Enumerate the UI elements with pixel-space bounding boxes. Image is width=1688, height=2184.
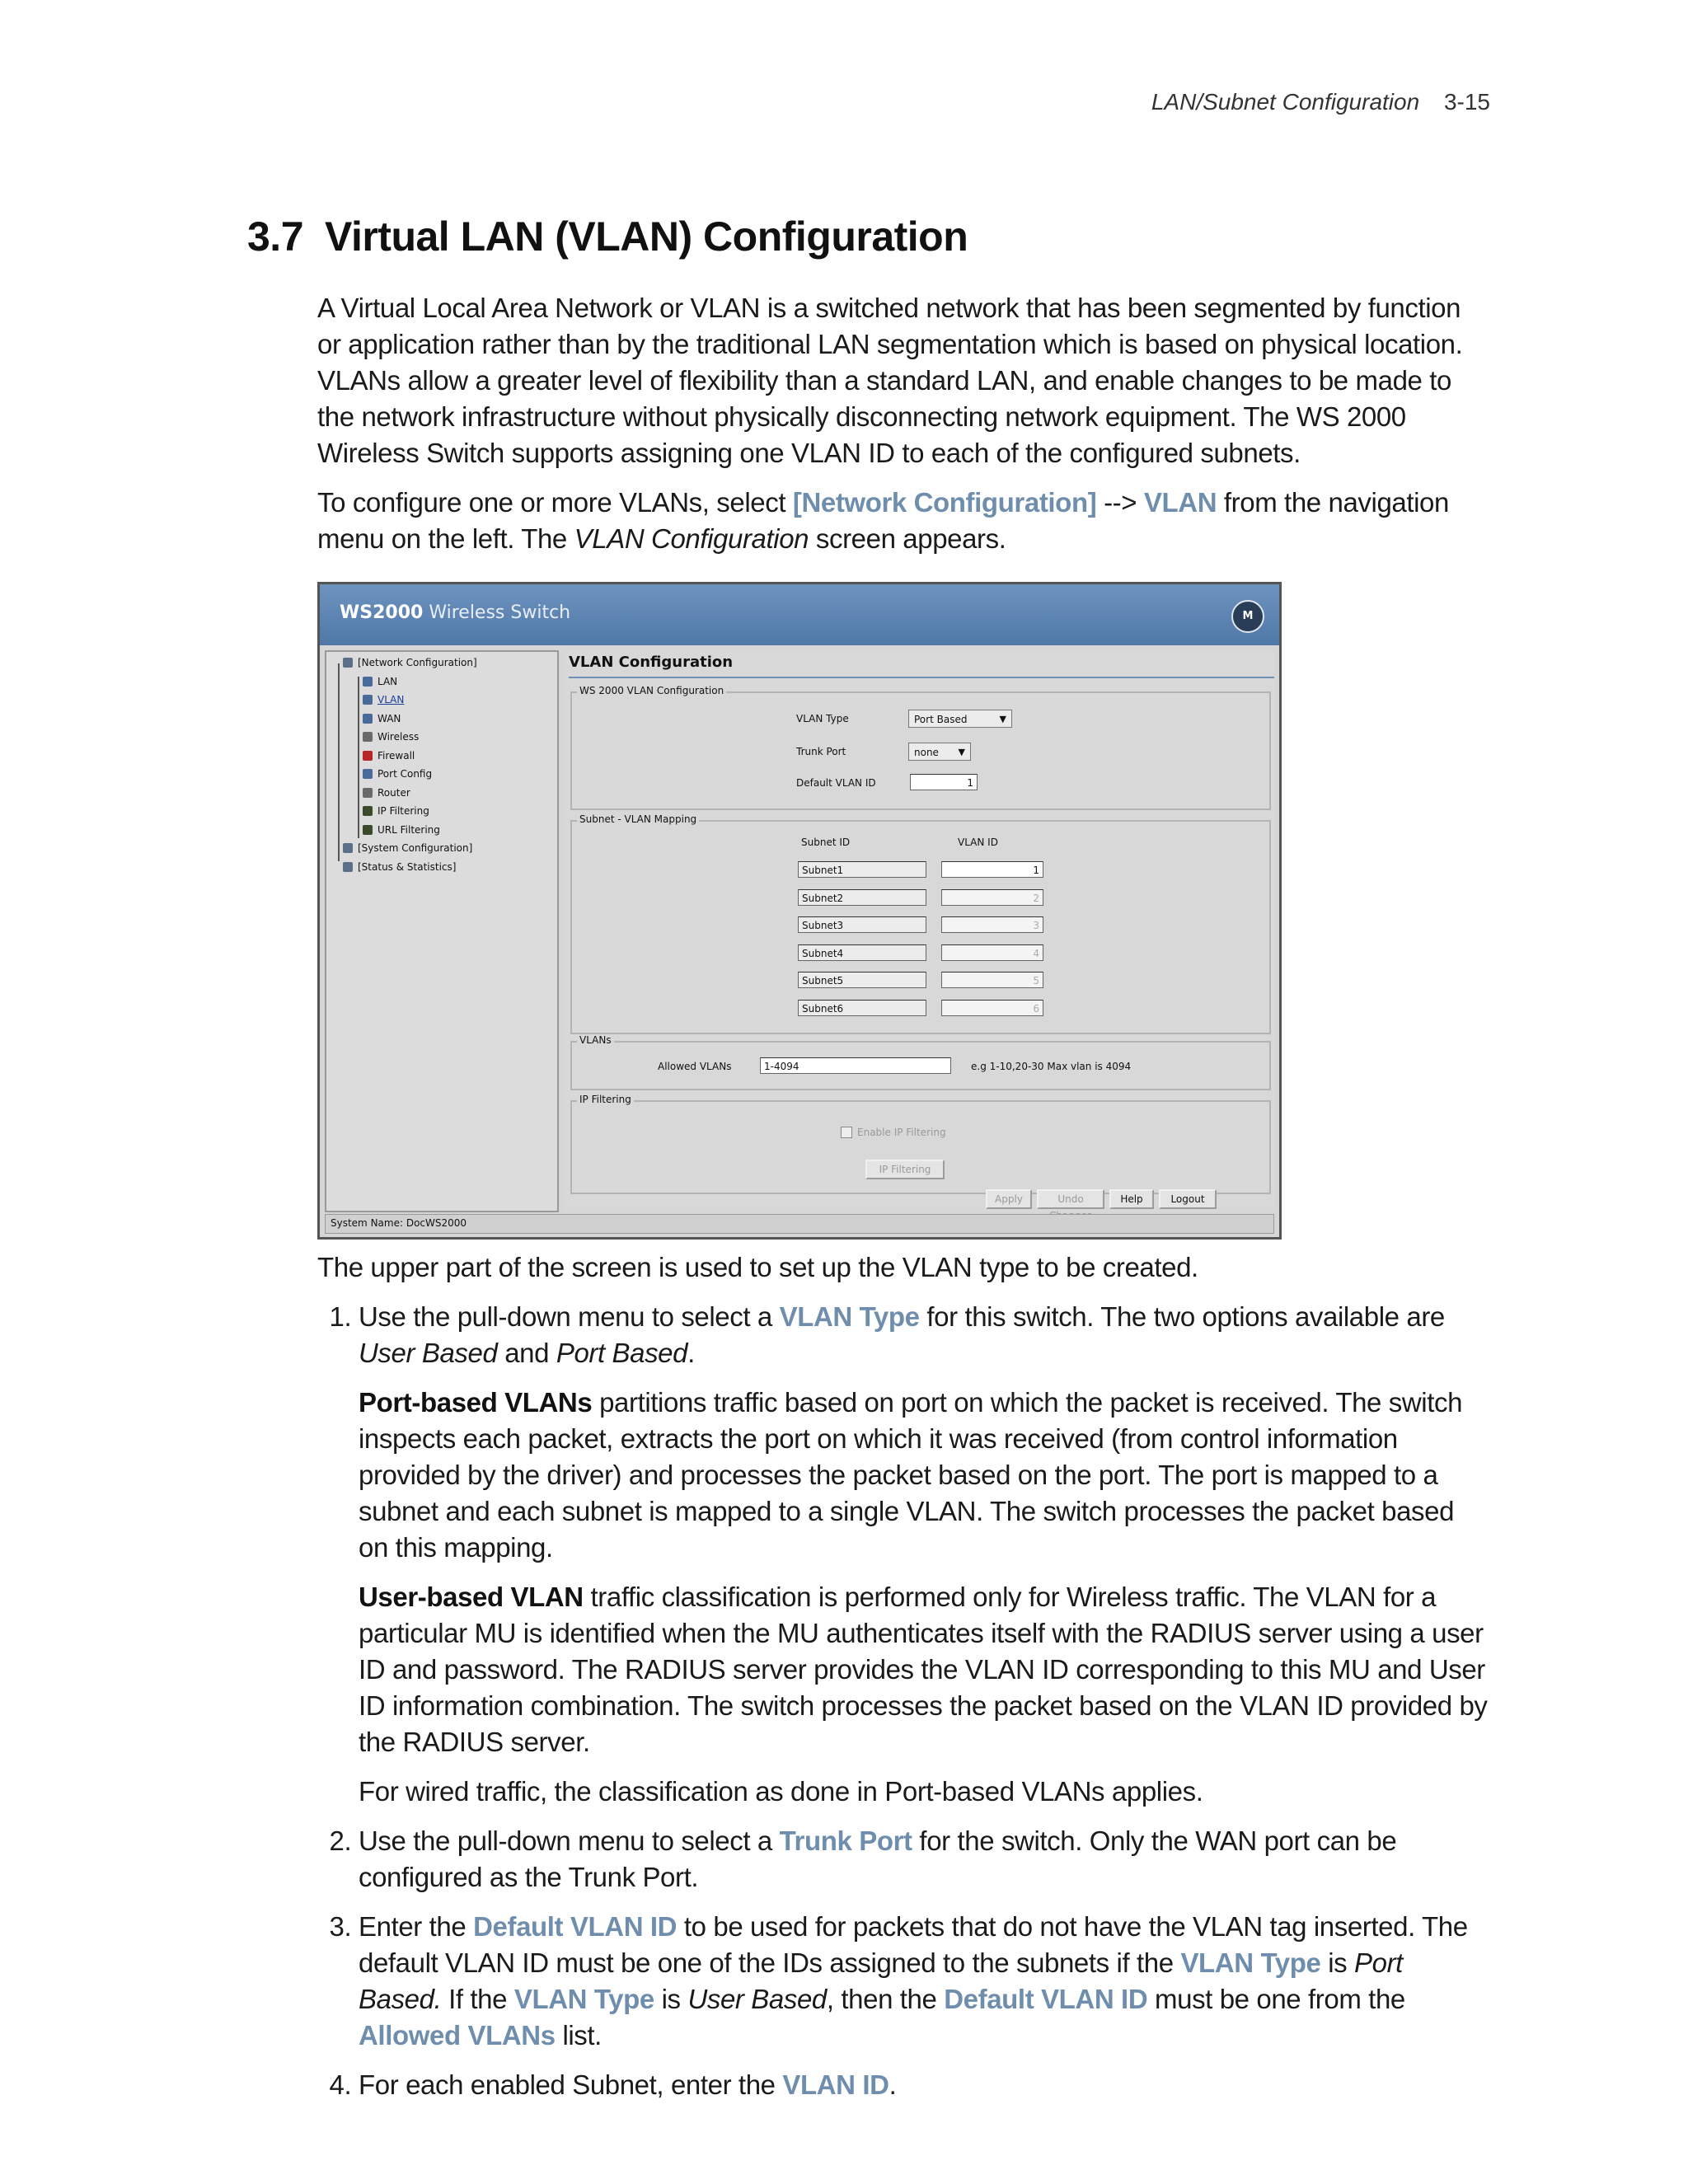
port-based-paragraph (359, 1385, 1488, 1566)
step-text: , then the (826, 1984, 945, 2014)
nav-item-label: [Network Configuration] (358, 657, 477, 668)
user-based-term: User-based VLAN (359, 1582, 584, 1612)
port-based-text: partitions traffic based on port on which the packet is received. The switch inspects each packet, extracts the port on which it was received (from control information provided by the driver) and processes the packet based on the port. The port is mapped to a subnet and each subnet is mapped to a single VLAN. The switch processes the packet based on this mapping. (359, 1387, 1463, 1563)
navigation-tree (325, 650, 559, 1212)
step-text: must be one from the (1147, 1984, 1405, 2014)
nav-item-label: Wireless (377, 731, 420, 743)
vlan-type-keyword: VLAN Type (779, 1301, 920, 1332)
nav-item-ip-filtering[interactable] (363, 805, 429, 817)
nav-item-lan[interactable] (363, 676, 397, 687)
nav-item-label: [System Configuration] (358, 842, 473, 854)
wireless-icon (363, 732, 373, 742)
help-button[interactable]: Help (1109, 1189, 1154, 1209)
motorola-logo-icon: M (1231, 600, 1264, 633)
nav-item-label: Router (377, 786, 410, 799)
configure-text-mid: from the navigation menu on the left. The (317, 487, 1449, 554)
running-head-title: LAN/Subnet Configuration (1151, 89, 1420, 115)
steps-block (317, 1249, 1488, 2116)
network-config-icon (343, 658, 353, 668)
vlan-id-input[interactable]: 2 (941, 889, 1043, 906)
vlan-config-screenshot (317, 582, 1282, 1240)
vlan-icon (363, 695, 373, 705)
intro-block (317, 290, 1488, 570)
default-vlan-id-keyword: Default VLAN ID (944, 1984, 1148, 2014)
brand-bold: WS2000 (340, 602, 424, 623)
step-text: Use the pull-down menu to select a (359, 1301, 780, 1332)
user-based-paragraph (359, 1579, 1488, 1760)
nav-item-label: VLAN (377, 694, 405, 705)
app-titlebar (320, 584, 1279, 645)
group-legend: Subnet - VLAN Mapping (577, 813, 699, 825)
page-number: 3-15 (1443, 89, 1490, 115)
trunk-port-select[interactable] (908, 743, 971, 761)
logout-button[interactable]: Logout (1159, 1189, 1217, 1209)
vlan-id-input[interactable]: 4 (941, 944, 1043, 961)
vlan-id-input[interactable]: 6 (941, 1000, 1043, 1016)
step-1-text (359, 1299, 1488, 1371)
app-brand (340, 602, 570, 623)
brand-rest: Wireless Switch (423, 602, 571, 623)
ip-filtering-button[interactable]: IP Filtering (865, 1160, 945, 1179)
subnet-vlan-mapping-group (570, 813, 1271, 1034)
step-text: . (889, 2069, 897, 2100)
vlan-type-label: VLAN Type (796, 713, 849, 724)
section-heading (247, 213, 968, 260)
step-text: to be used for packets that do not have the VLAN tag inserted. The default VLAN ID must be one of the IDs assigned to the subnets if the (359, 1911, 1468, 1978)
nav-item-system-configuration[interactable] (343, 842, 472, 854)
enable-ip-filtering-checkbox[interactable] (841, 1127, 852, 1138)
vlan-type-select[interactable] (908, 710, 1012, 728)
trunk-port-value: none (914, 747, 939, 758)
screen-name: VLAN Configuration (574, 523, 809, 554)
vlan-type-keyword: VLAN Type (1180, 1947, 1321, 1978)
user-based-text: traffic classification is performed only for Wireless traffic. The VLAN for a particular MU is identified when the MU authenticates itself with the RADIUS server using a user ID and password. The RADIUS server provides the VLAN ID corresponding to this MU and User ID information combination. The switch processes the packet based on the VLAN ID provided by the RADIUS server. (359, 1582, 1488, 1757)
nav-item-url-filtering[interactable] (363, 824, 440, 836)
allowed-vlans-input[interactable]: 1-4094 (760, 1057, 951, 1074)
allowed-vlans-hint: e.g 1-10,20-30 Max vlan is 4094 (971, 1061, 1132, 1072)
default-vlan-input[interactable]: 1 (910, 774, 978, 790)
section-title: Virtual LAN (VLAN) Configuration (325, 213, 968, 260)
step-1 (359, 1299, 1488, 1810)
vlan-id-input[interactable]: 1 (941, 861, 1043, 878)
apply-button[interactable]: Apply (986, 1189, 1032, 1209)
firewall-icon (363, 751, 373, 761)
subnet-id-field: Subnet6 (798, 1000, 926, 1016)
wired-traffic-paragraph: For wired traffic, the classification as done in Port-based VLANs applies. (359, 1776, 1203, 1807)
group-legend: VLANs (577, 1034, 614, 1046)
vlan-id-input[interactable]: 5 (941, 972, 1043, 988)
port-config-icon (363, 769, 373, 779)
dropdown-arrow-icon: ▼ (958, 747, 965, 757)
nav-item-label: IP Filtering (377, 805, 429, 817)
nav-item-label: LAN (377, 675, 398, 687)
allowed-vlans-keyword: Allowed VLANs (359, 2020, 556, 2050)
steps-list (317, 1299, 1488, 2103)
subnet-id-header: Subnet ID (801, 837, 851, 848)
nav-item-label: Port Config (377, 768, 433, 780)
vlan-id-header: VLAN ID (958, 837, 998, 848)
trunk-port-label: Trunk Port (796, 746, 846, 757)
step-3-text (359, 1909, 1488, 2054)
vlan-id-input[interactable]: 3 (941, 916, 1043, 933)
subnet-id-field: Subnet5 (798, 972, 926, 988)
trunk-port-keyword: Trunk Port (779, 1825, 912, 1856)
configure-text-pre: To configure one or more VLANs, select (317, 487, 793, 518)
group-legend: WS 2000 VLAN Configuration (577, 685, 726, 696)
step-text: For each enabled Subnet, enter the (359, 2069, 783, 2100)
step-text: If the (441, 1984, 514, 2014)
vlan-type-value: Port Based (914, 714, 968, 725)
system-config-icon (343, 843, 353, 853)
status-bar: System Name: DocWS2000 (325, 1214, 1274, 1234)
step-text: is (654, 1984, 688, 2014)
step-text: Enter the (359, 1911, 474, 1942)
nav-item-router[interactable] (363, 787, 410, 799)
undo-changes-button[interactable]: Undo (1037, 1189, 1104, 1209)
configure-paragraph (317, 485, 1488, 557)
nav-item-status-statistics[interactable] (343, 861, 456, 873)
step-4 (359, 2067, 1488, 2103)
nav-item-label: URL Filtering (377, 823, 440, 836)
nav-item-port-config[interactable] (363, 768, 432, 780)
nav-item-network-configuration[interactable] (343, 657, 477, 668)
subnet-id-field: Subnet4 (798, 944, 926, 961)
nav-item-label: Firewall (377, 749, 415, 762)
step-text: is (1320, 1947, 1354, 1978)
vlans-group (570, 1034, 1271, 1090)
running-head (1151, 89, 1490, 115)
step-2 (359, 1823, 1488, 1896)
user-based-option: User Based (687, 1984, 827, 2014)
lan-icon (363, 677, 373, 687)
nav-vlan-link: VLAN (1143, 487, 1217, 518)
step-text: list. (555, 2020, 602, 2050)
subnet-id-field: Subnet2 (798, 889, 926, 906)
nav-item-firewall[interactable] (363, 750, 415, 762)
status-stats-icon (343, 862, 353, 872)
url-filtering-icon (363, 825, 373, 835)
nav-item-label: WAN (377, 712, 401, 724)
section-number: 3.7 (247, 213, 304, 260)
nav-network-configuration-link: [Network Configuration] (792, 487, 1097, 518)
default-vlan-id-keyword: Default VLAN ID (473, 1911, 678, 1942)
step-text: for this switch. The two options available are (919, 1301, 1445, 1332)
panel-title: VLAN Configuration (569, 654, 1274, 678)
vlan-id-keyword: VLAN ID (782, 2069, 889, 2100)
ip-filtering-group (570, 1094, 1271, 1194)
tree-connector (358, 677, 359, 838)
step-text: for the switch. Only the WAN port can be configured as the Trunk Port. (359, 1825, 1397, 1892)
configure-text-post: screen appears. (809, 523, 1006, 554)
wan-icon (363, 714, 373, 724)
port-based-term: Port-based VLANs (359, 1387, 593, 1418)
step-text: . (687, 1338, 695, 1368)
step-4-text (359, 2067, 1488, 2103)
step-2-text (359, 1823, 1488, 1896)
arrow-text: --> (1096, 487, 1144, 518)
main-panel (564, 650, 1274, 1212)
step-text: and (497, 1338, 556, 1368)
step-3 (359, 1909, 1488, 2054)
vlan-type-keyword: VLAN Type (513, 1984, 654, 2014)
step-text: Use the pull-down menu to select a (359, 1825, 780, 1856)
intro-paragraph: A Virtual Local Area Network or VLAN is a switched network that has been segmented by function or application rather than by the traditional LAN segmentation which is based on physical location. VLANs allow a greater level of flexibility than a standard LAN, and enable changes to be made to the network infrastructure without physically disconnecting network equipment. The WS 2000 Wireless Switch supports assigning one VLAN ID to each of the configured subnets. (317, 293, 1463, 468)
allowed-vlans-label: Allowed VLANs (658, 1061, 732, 1072)
nav-item-wireless[interactable] (363, 731, 419, 743)
enable-ip-filtering-label: Enable IP Filtering (857, 1127, 946, 1138)
port-based-option: Port Based (556, 1338, 688, 1368)
router-icon (363, 788, 373, 798)
tree-connector (338, 663, 340, 861)
ip-filtering-icon (363, 806, 373, 816)
vlan-config-group (570, 685, 1271, 810)
nav-item-label: [Status & Statistics] (358, 860, 457, 873)
nav-item-vlan[interactable] (363, 694, 404, 705)
user-based-option: User Based (359, 1338, 498, 1368)
subnet-id-field: Subnet3 (798, 916, 926, 933)
default-vlan-label: Default VLAN ID (796, 777, 876, 789)
after-screenshot-paragraph: The upper part of the screen is used to set up the VLAN type to be created. (317, 1252, 1198, 1282)
group-legend: IP Filtering (577, 1094, 634, 1105)
port-based-option: Port Based. (359, 1947, 1403, 2014)
dropdown-arrow-icon: ▼ (999, 714, 1006, 724)
nav-item-wan[interactable] (363, 713, 401, 724)
subnet-id-field: Subnet1 (798, 861, 926, 878)
